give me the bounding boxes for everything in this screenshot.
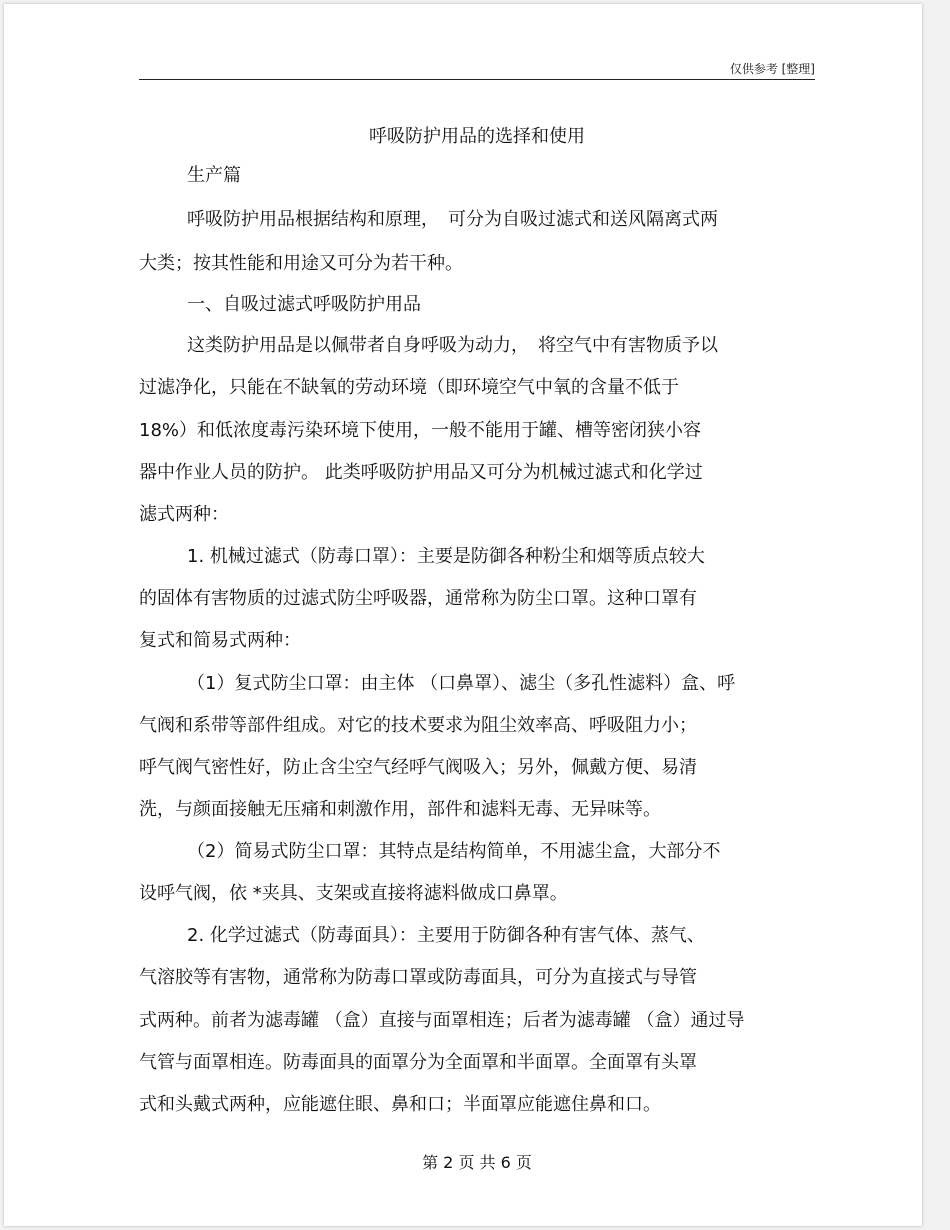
section-heading: 一、自吸过滤式呼吸防护用品 — [187, 294, 421, 315]
body-line: 大类；按其性能和用途又可分为若干种。 — [139, 253, 463, 274]
section-label: 生产篇 — [187, 165, 241, 186]
body-line: 过滤净化，只能在不缺氧的劳动环境（即环境空气中氧的含量不低于 — [139, 377, 679, 398]
body-line: 呼气阀气密性好，防止含尘空气经呼气阀吸入；另外，佩戴方便、易清 — [139, 757, 697, 778]
body-line: （1）复式防尘口罩：由主体 （口鼻罩）、滤尘（多孔性滤料）盒、呼 — [187, 673, 736, 694]
body-line: 气溶胶等有害物，通常称为防毒口罩或防毒面具，可分为直接式与导管 — [139, 967, 697, 988]
body-line: 气阀和系带等部件组成。对它的技术要求为阻尘效率高、呼吸阻力小； — [139, 715, 697, 736]
body-line: 滤式两种： — [139, 504, 229, 525]
body-line: 的固体有害物质的过滤式防尘呼吸器，通常称为防尘口罩。这种口罩有 — [139, 588, 697, 609]
body-line: 式两种。前者为滤毒罐 （盒）直接与面罩相连；后者为滤毒罐 （盒）通过导 — [139, 1010, 745, 1031]
document-page — [4, 4, 922, 1226]
header-rule — [139, 79, 815, 80]
body-line: 器中作业人员的防护。 此类呼吸防护用品又可分为机械过滤式和化学过 — [139, 462, 703, 483]
body-line: 1. 机械过滤式（防毒口罩）：主要是防御各种粉尘和烟等质点较大 — [187, 546, 705, 567]
body-line: 洗，与颜面接触无压痛和刺激作用，部件和滤料无毒、无异味等。 — [139, 799, 661, 820]
body-line: 式和头戴式两种，应能遮住眼、鼻和口；半面罩应能遮住鼻和口。 — [139, 1094, 661, 1115]
body-line: 设呼气阀，依 *夹具、支架或直接将滤料做成口鼻罩。 — [139, 883, 568, 904]
body-line: 呼吸防护用品根据结构和原理， 可分为自吸过滤式和送风隔离式两 — [187, 209, 718, 230]
body-line: 这类防护用品是以佩带者自身呼吸为动力， 将空气中有害物质予以 — [187, 335, 718, 356]
document-title: 呼吸防护用品的选择和使用 — [369, 126, 585, 147]
body-line: 复式和简易式两种： — [139, 630, 301, 651]
body-line: 2. 化学过滤式（防毒面具）：主要用于防御各种有害气体、蒸气、 — [187, 925, 705, 946]
body-line: 18%）和低浓度毒污染环境下使用，一般不能用于罐、槽等密闭狭小容 — [139, 420, 702, 441]
page-footer: 第 2 页 共 6 页 — [422, 1153, 532, 1172]
page-header: 仅供参考 [整理] — [729, 62, 815, 76]
body-line: 气管与面罩相连。防毒面具的面罩分为全面罩和半面罩。全面罩有头罩 — [139, 1052, 697, 1073]
body-line: （2）简易式防尘口罩：其特点是结构简单，不用滤尘盒，大部分不 — [187, 841, 721, 862]
